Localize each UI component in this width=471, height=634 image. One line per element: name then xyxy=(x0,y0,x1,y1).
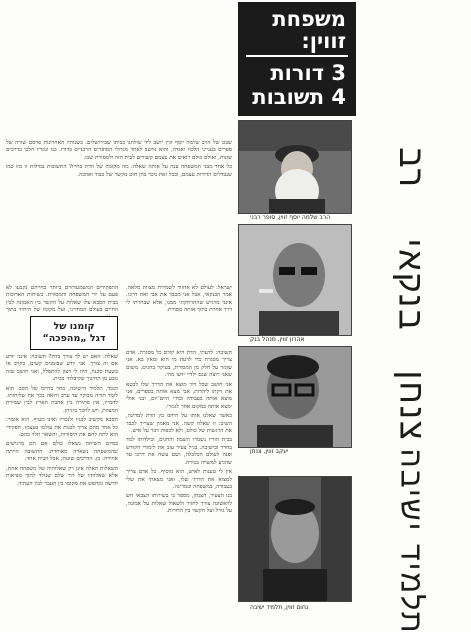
header-subtitle-line1: 3 דורות xyxy=(270,61,346,85)
text-column-left-top xyxy=(6,285,118,314)
photo-paratrooper xyxy=(238,346,352,448)
header-title-line2: זווין: xyxy=(301,29,346,53)
paragraph: השאלות האלה אינן רק שאלותיה של משפחה אחת, אלא שאלותיו של דור שלם שנולד לתוך מציאות חדשה ומחפש את מקומו בין העבר לבין העתיד. xyxy=(6,465,118,487)
paragraph: הסבא מקשיב לבניו ולנכדיו ואינו מטיף. הוא אומר: כל אחד מהם צריך לבנות את עולמו בעצמו. תפקידי הוא לתת להם את היסודות, והשאר תלוי בהם. xyxy=(6,417,118,439)
intro-text-column xyxy=(6,140,232,280)
header-divider xyxy=(246,55,348,57)
photo-rabbi xyxy=(238,120,352,214)
photo-yeshiva-student xyxy=(238,476,352,602)
paragraph: בסיום השיחה נשאלו כולם אם הם מרגישים שהמשפחה נשארה מאוחדת. התשובה הייתה אחידה: כן. הדרכים שונות, אבל הבית אחד. xyxy=(6,441,118,463)
paragraph: הנכד, תלמיד הישיבה, בחר בדרכו של הסב. הוא לומד תורה מבוקר עד ערב ורואה בכך את שליחותו. לדבריו, אין סתירה בין אהבת הארץ לבין שמירת המצוות, ויש לחבר ביניהן. xyxy=(6,385,118,414)
photo1-caption: הרב שלמה יוסף זווין, סופר רבני xyxy=(250,214,331,221)
photo-banker xyxy=(238,224,352,336)
paragraph: ישראל: לעולם לא אחזור לשמירת מצוות מלאה, אמר הבנקאי, אבל אני מכבד את אבי ואת דרכו. אינני מרגיש שהתרחקתי ממנו, אלא שבחרתי לי דרך אחרת בתוך אותה מסורת. xyxy=(126,285,232,314)
paragraph: שאלה: האם יש לך צורך בדת? תשובה: אינני יודע אם זה צורך. אני יודע שבזמנים קשים, בקרב או בשעת סכנה, היה לי רצון להתפלל, ואני חושב שזה נובע מן החינוך שקיבלתי בבית. xyxy=(6,354,118,383)
text-column-mid xyxy=(126,350,232,608)
header-title-line1: משפחת xyxy=(272,7,346,31)
portrait-image xyxy=(239,477,351,601)
paragraph: בנו הצעיר, הצנחן, מספר כי בשירותו הצבאי חש לראשונה צורך לחזור ולשאול שאלות על אמונה, על גורל ועל הקשר בין הדורות. xyxy=(126,493,232,515)
sidebar-headline-box xyxy=(30,316,118,350)
sidebar-line2: דגל „מהפכה“ xyxy=(42,333,106,344)
portrait-image xyxy=(239,347,351,447)
side-title-2: בנקאי xyxy=(391,238,431,332)
paragraph: התפקידים המשמעותיים ביותר בחייהם נקבעו לא פעם על ידי המשפחה והמסורת. בשיחות הארוכות בבית הסבא עלו שאלות על הקשר בין האמונה לבין החיים בעולם המודרני, ועל מקומו של היחיד בתוך xyxy=(6,285,118,314)
paragraph: אני חושב שכל דור מוצא את הדרך שלו לבטא את זיקתו ליהדות. אבי מצא אותה בספרים, אני מוצא אותה בעבודה ובחיי היום־יום, ובני אולי ימצא אותה במקום אחר לגמרי. xyxy=(126,381,232,410)
photo3-caption: יעקב זווין, צנחן xyxy=(250,448,289,455)
paragraph: בבית הוריו נשמרו השבת והחגים, ובילדותו למד בחדר ובישיבה. בגיל צעיר עזב את לימודי הקודש ופנה לעולם הכלכלה, ושם עשה את דרכו עד שהגיע למשרה בכירה. xyxy=(126,437,232,466)
text-column-mid-top xyxy=(126,285,232,317)
paragraph: תשובה: לדעתי, הדת היא קודם כל מסגרת. אדם צריך מסגרת כדי לדעת מי הוא ומאין בא. אני שומר על חלק מן המסורת, בעיקר בחגים, משום שאני רוצה שגם ילדיי ידעו מהי. xyxy=(126,350,232,379)
text-column-left xyxy=(6,354,118,610)
header-block xyxy=(238,2,356,116)
paragraph: אין לי טענות לאיש, הוא מוסיף. כל אדם צריך למצוא את הדרך שלו, ואני מצאתי את שלי בעבודה, במשפחה ובמדינה. xyxy=(126,469,232,490)
paragraph: כאשר שאלנו אותו על היחס בין הדת למדינה, השיב: זו שאלה קשה. אני מאמין שצריך לכבד את הרגשות של כולם, ולא לכפות דבר על איש. xyxy=(126,413,232,435)
paragraph: כל אחד מבני המשפחה ענה על אותה שאלה: מה מקומה של הדת בחייו? התשובות נבדלות זו מזו כמו שנבדלים הדורות עצמם, ובכל זאת ניכר בהן חוט מקשר של כבוד ואהבה. xyxy=(6,164,232,178)
header-subtitle-line2: 4 תשובות xyxy=(252,85,346,109)
side-title-3: צנחן xyxy=(390,370,431,442)
paragraph: שבט של הרב שלמה יוסף זווין יושב ליד שולחנו בביתו שבירושלים. בשנותיו האחרונות פרסם שורה של ספרים בענייני הלכה ואגדה, והוא נחשב לאחד מגדולי הסופרים הרבניים בדורו. בנו ונכדיו הלכו בדרכים שונות, ואולם כולם רואים את עצמם קשורים לבית הזה ולמסורת שבו. xyxy=(6,140,232,161)
side-title-4: תלמיד ישיבה xyxy=(393,448,429,634)
photo2-caption: אהרון זווין, מנהל בנק xyxy=(250,336,305,343)
portrait-image xyxy=(239,121,351,213)
portrait-image xyxy=(239,225,351,335)
sidebar-line1: קומנו של xyxy=(53,321,95,332)
side-title-1: רב xyxy=(391,147,431,189)
photo4-caption: נחום זווין, תלמיד ישיבה xyxy=(250,604,309,611)
